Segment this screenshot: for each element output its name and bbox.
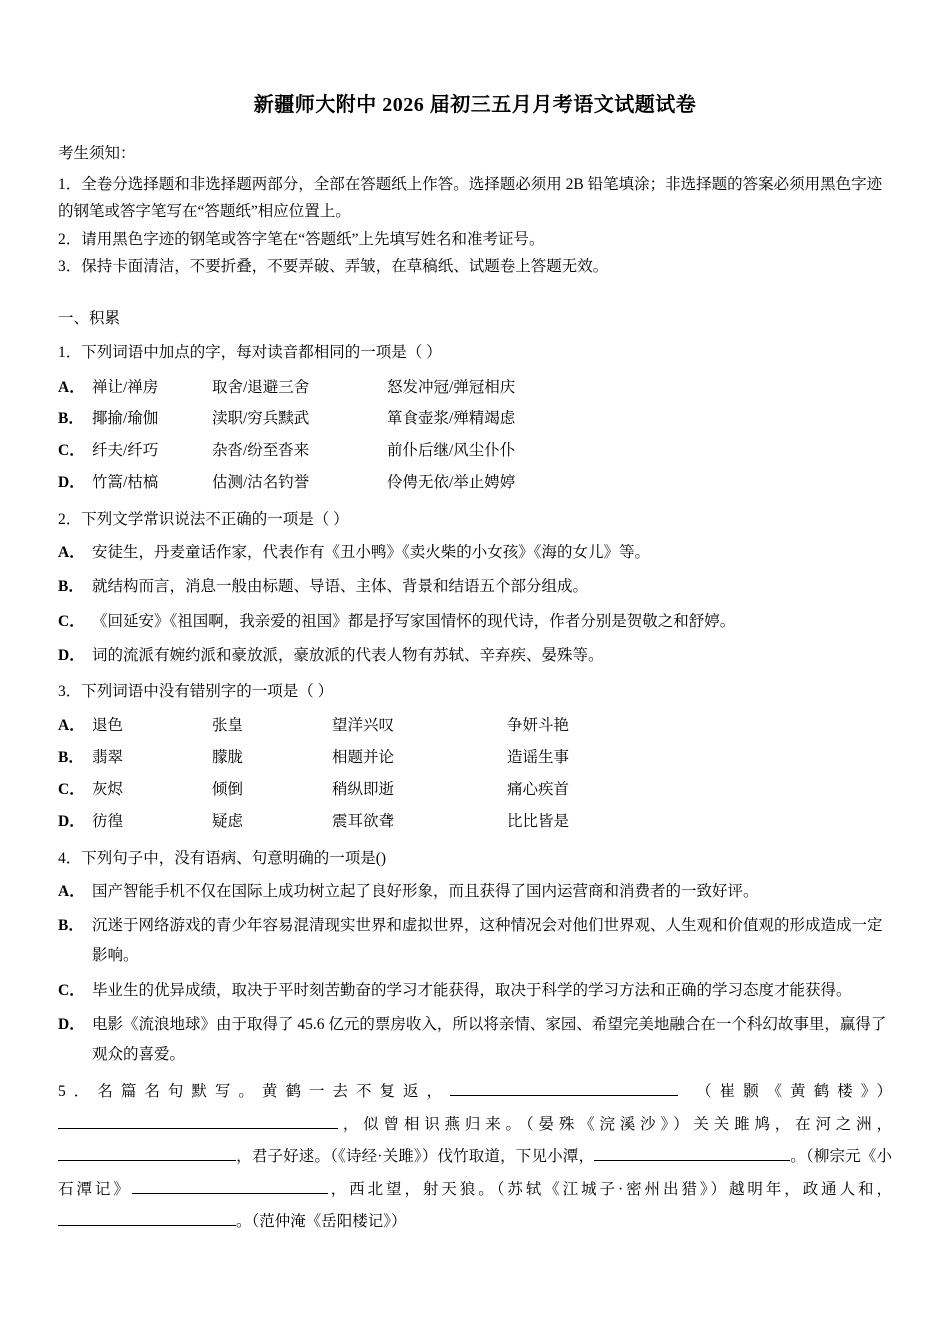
question-4-option-d[interactable] [58, 1010, 892, 1070]
answer-blank-2-cont[interactable] [286, 1113, 338, 1129]
question-5-fill-in-blanks[interactable] [58, 1076, 892, 1239]
answer-blank-3[interactable] [58, 1145, 236, 1161]
question-2-number: 2． [58, 510, 82, 528]
question-5-seg-0: 黄鹤一去不复返， [261, 1083, 451, 1101]
question-5-number: 5． [58, 1083, 98, 1101]
question-1-option-a[interactable] [58, 372, 892, 404]
answer-blank-5[interactable] [132, 1178, 328, 1194]
answer-blank-1[interactable] [450, 1080, 678, 1096]
option-label: B． [58, 917, 84, 935]
option-col-4: 痛心疾首 [507, 780, 570, 798]
question-5-seg-7: ，君子好逑。（《诗经·关雎》）伐竹取道，下见小潭， [236, 1148, 595, 1166]
option-col-2: 倾倒 [212, 780, 244, 798]
question-2-option-b[interactable] [58, 572, 892, 602]
option-col-2: 疑虑 [212, 812, 244, 830]
question-2-option-c[interactable] [58, 607, 892, 637]
option-label: A． [58, 717, 85, 735]
question-1-option-d[interactable] [58, 467, 892, 499]
option-col-3: 箪食壶浆/殚精竭虑 [387, 410, 516, 428]
question-1-option-b[interactable] [58, 403, 892, 435]
question-2-text: 下列文学常识说法不正确的一项是（ ） [81, 510, 349, 528]
question-4-option-c[interactable] [58, 976, 892, 1006]
question-2-stem [58, 505, 892, 534]
option-col-3: 震耳欲聋 [332, 812, 395, 830]
question-4-text: 下列句子中，没有语病、句意明确的一项是() [81, 849, 387, 867]
notice-item-1: 1．全卷分选择题和非选择题两部分，全部在答题纸上作答。选择题必须用 2B 铅笔填涂；非选择题的答案必须用黑色字迹的钢笔或答字笔写在“答题纸”相应位置上。 [58, 176, 883, 221]
option-label: B． [58, 578, 84, 596]
option-label: A． [58, 378, 85, 396]
question-2 [58, 505, 892, 671]
question-4-stem [58, 844, 892, 873]
option-label: B． [58, 410, 84, 428]
question-2-option-a[interactable] [58, 538, 892, 568]
option-text: 安徒生，丹麦童话作家，代表作有《丑小鸭》《卖火柴的小女孩》《海的女儿》等。 [92, 544, 651, 562]
option-col-3: 望洋兴叹 [332, 717, 395, 735]
question-1-number: 1． [58, 344, 82, 362]
answer-blank-4[interactable] [594, 1145, 790, 1161]
question-3-stem [58, 677, 892, 706]
notice-item-2: 2．请用黑色字迹的钢笔或答字笔在“答题纸”上先填写姓名和准考证号。 [58, 230, 545, 248]
answer-blank-6[interactable] [58, 1210, 236, 1226]
option-col-4: 争妍斗艳 [507, 717, 570, 735]
option-col-3: 怒发冲冠/弹冠相庆 [387, 378, 516, 396]
question-1 [58, 338, 892, 499]
answer-blank-2[interactable] [58, 1113, 286, 1129]
option-label: D． [58, 812, 85, 830]
question-4 [58, 844, 892, 1071]
option-label: C． [58, 612, 85, 630]
question-1-option-c[interactable] [58, 435, 892, 467]
question-3-number: 3． [58, 683, 82, 700]
question-3-option-d[interactable] [58, 806, 892, 838]
option-label: D． [58, 473, 85, 491]
option-text: 《回延安》《祖国啊，我亲爱的祖国》都是抒写家国情怀的现代诗，作者分别是贺敬之和舒婷。 [92, 612, 736, 630]
option-label: D． [58, 646, 85, 664]
question-5-seg-11: ，西北望，射天狼。（苏轼《江城子·密州出猎》）越明年，政通人和， [327, 1180, 892, 1198]
question-5-seg-13: 。（范仲淹《岳阳楼记》） [236, 1213, 407, 1231]
option-col-1: 翡翠 [92, 749, 124, 767]
question-1-text: 下列词语中加点的字，每对读音都相同的一项是（ ） [81, 344, 442, 362]
option-col-1: 灰烬 [92, 780, 124, 798]
option-label: A． [58, 882, 85, 900]
question-2-option-d[interactable] [58, 641, 892, 671]
question-3 [58, 677, 892, 838]
question-4-option-b[interactable] [58, 911, 892, 971]
option-col-4: 造谣生事 [507, 749, 570, 767]
option-col-1: 竹篙/枯槁 [92, 473, 159, 491]
question-3-option-b[interactable] [58, 742, 892, 774]
question-3-option-a[interactable] [58, 710, 892, 742]
question-5-seg-9: 。（柳宗元《小石潭记》 [58, 1148, 892, 1198]
question-4-option-a[interactable] [58, 877, 892, 907]
question-5-label: 名篇名句默写。 [97, 1083, 262, 1101]
section-title-accumulation: 一、积累 [58, 309, 121, 327]
option-label: D． [58, 1015, 85, 1033]
option-col-3: 相题并论 [332, 749, 395, 767]
option-text: 就结构而言，消息一般由标题、导语、主体、背景和结语五个部分组成。 [92, 578, 589, 596]
option-col-4: 比比皆是 [507, 812, 570, 830]
option-col-1: 纤夫/纤巧 [92, 442, 159, 460]
notice-heading: 考生须知： [58, 145, 136, 162]
option-text: 毕业生的优异成绩，取决于平时刻苦勤奋的学习才能获得，取决于科学的学习方法和正确的学习态度才能获得。 [92, 981, 852, 999]
page-title: 新疆师大附中 2026 届初三五月月考语文试题试卷 [253, 94, 697, 116]
option-col-1: 禅让/禅房 [92, 378, 159, 396]
option-col-2: 朦胧 [212, 749, 244, 767]
option-col-1: 揶揄/瑜伽 [92, 410, 159, 428]
question-3-text: 下列词语中没有错别字的一项是（ ） [81, 683, 334, 700]
option-label: A． [58, 544, 85, 562]
option-col-2: 渎职/穷兵黩武 [212, 410, 310, 428]
question-3-option-c[interactable] [58, 774, 892, 806]
option-col-2: 杂沓/纷至沓来 [212, 442, 310, 460]
question-5 [58, 1076, 892, 1239]
question-5-seg-2: （崔颢《黄鹤楼》） [688, 1083, 892, 1101]
option-col-2: 取舍/退避三舍 [212, 378, 310, 396]
option-label: C． [58, 780, 85, 798]
option-label: C． [58, 981, 85, 999]
notice-item-3: 3．保持卡面清洁，不要折叠，不要弄破、弄皱，在草稿纸、试题卷上答题无效。 [58, 257, 609, 275]
option-col-2: 张皇 [212, 717, 244, 735]
option-label: C． [58, 442, 85, 460]
option-text: 沉迷于网络游戏的青少年容易混清现实世界和虚拟世界，这种情况会对他们世界观、人生观和价值观的形成造成一定影响。 [92, 917, 883, 965]
question-5-seg-5: ，似曾相识燕归来。（晏殊《浣溪沙》）关关雎鸠，在河之洲， [338, 1115, 892, 1133]
option-text: 国产智能手机不仅在国际上成功树立起了良好形象，而且获得了国内运营商和消费者的一致好评。 [92, 882, 759, 900]
option-col-3: 伶俜无依/举止娉婷 [387, 473, 516, 491]
option-col-1: 退色 [92, 717, 124, 735]
option-col-3: 前仆后继/风尘仆仆 [387, 442, 516, 460]
question-1-stem [58, 338, 892, 367]
option-text: 电影《流浪地球》由于取得了 45.6 亿元的票房收入，所以将亲情、家园、希望完美地融合在一个科幻故事里，赢得了观众的喜爱。 [92, 1015, 887, 1064]
option-col-2: 估测/沽名钓誉 [212, 473, 310, 491]
option-text: 词的流派有婉约派和豪放派，豪放派的代表人物有苏轼、辛弃疾、晏殊等。 [92, 646, 604, 664]
question-4-number: 4． [58, 849, 82, 867]
option-col-1: 彷徨 [92, 812, 124, 830]
option-col-3: 稍纵即逝 [332, 780, 395, 798]
option-label: B． [58, 749, 84, 767]
